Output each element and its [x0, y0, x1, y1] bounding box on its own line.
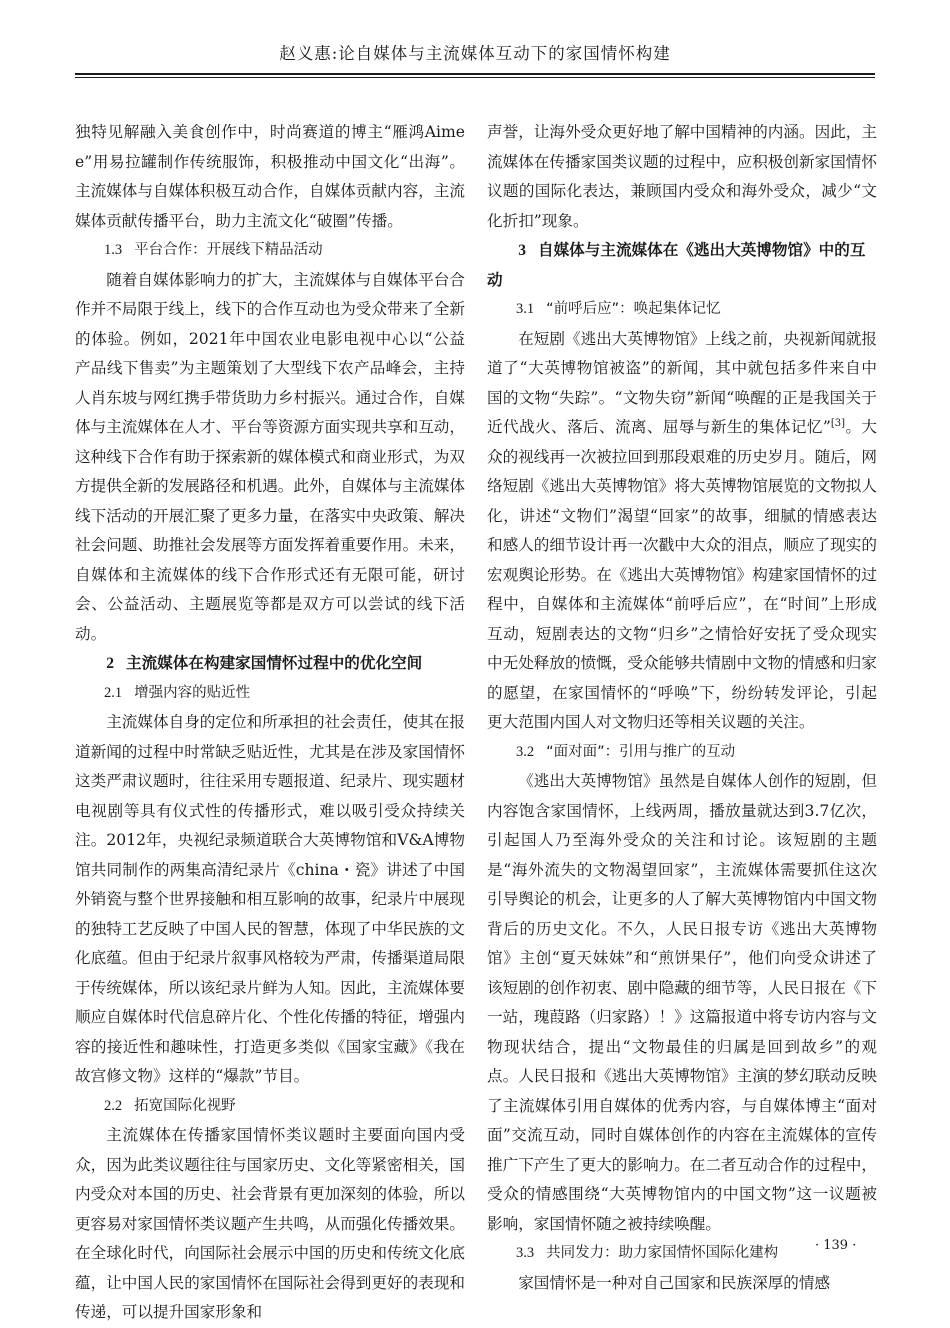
citation-reference: [3] — [830, 417, 845, 429]
section-heading-3-1 — [487, 295, 877, 325]
paragraph: 《逃出大英博物馆》虽然是自媒体人创作的短剧，但内容饱含家国情怀，上线两周，播放量就达到3.7亿次，引起国人乃至海外受众的关注和讨论。该短剧的主题是“海外流失的文物渴望回家”，主流媒体需要抓住这次引导舆论的机会，让更多的人了解大英博物馆内中国文物背后的历史文化。不久，人民日报专访《逃出大英博物馆》主创“夏天妹妹”和“煎饼果仔”，他们向受众讲述了该短剧的创作初衷、剧中隐藏的细节等，人民日报在《下一站，瑰葭路（归家路）！》这篇报道中将专访内容与文物现状结合，提出“文物最佳的归属是回到故乡”的观点。人民日报和《逃出大英博物馆》主演的梦幻联动反映了主流媒体引用自媒体的优秀内容，与自媒体博主“面对面”交流互动，同时自媒体创作的内容在主流媒体的宣传推广下产生了更大的影响力。在二者互动合作的过程中，受众的情感围绕“大英博物馆内的中国文物”这一议题被影响，家国情怀随之被持续唤醒。 — [487, 772, 877, 1233]
section-heading-3 — [487, 236, 877, 295]
section-title: 平台合作：开展线下精品活动 — [134, 242, 323, 258]
section-number: 2.1 — [104, 684, 123, 701]
section-number: 3.1 — [516, 301, 535, 317]
paragraph-continued: 独特见解融入美食创作中，时尚赛道的博主“雁鸿Aimee”用易拉罐制作传统服饰，积极推动中国文化“出海”。主流媒体与自媒体积极互动合作，自媒体贡献内容，主流媒体贡献传播平台，助力主流文化“破圈”传播。 — [75, 123, 465, 230]
header-rule — [75, 73, 875, 75]
right-column — [487, 118, 877, 1298]
section-title: “前呼后应”：唤起集体记忆 — [546, 301, 721, 317]
paragraph — [487, 325, 877, 738]
section-number: 3.2 — [516, 743, 535, 760]
section-heading-3-2 — [487, 738, 877, 768]
paragraph-text: 在短剧《逃出大英博物馆》上线之前，央视新闻就报道了“大英博物馆被盗”的新闻，其中就包括多件来自中国的文物“失踪”。“文物失窃”新闻“唤醒的正是我国关于近代战火、落后、流离、屈辱与新生的集体记忆” — [487, 329, 877, 436]
page-number: · 139 · — [815, 1238, 857, 1253]
paragraph-continued: 声誉，让海外受众更好地了解中国精神的内涵。因此，主流媒体在传播家国类议题的过程中，应积极创新家国情怀议题的国际化表达，兼顾国内受众和海外受众，减少“文化折扣”现象。 — [487, 123, 877, 230]
left-column — [75, 118, 465, 1328]
section-number: 2 — [106, 655, 114, 672]
section-title: 自媒体与主流媒体在《逃出大英博物馆》中的互动 — [487, 241, 866, 289]
section-heading-1-3 — [75, 236, 465, 266]
paragraph-text: 。大众的视线再一次被拉回到那段艰难的历史岁月。随后，网络短剧《逃出大英博物馆》将大英博物馆展览的文物拟人化，讲述“文物们”渴望“回家”的故事，细腻的情感表达和感人的细节设计再一次戳中大众的泪点，顺应了现实的宏观舆论形势。在《逃出大英博物馆》构建家国情怀的过程中，自媒体和主流媒体“前呼后应”，在“时间”上形成互动，短剧表达的文物“归乡”之情恰好安抚了受众现实中无处释放的愤慨，受众能够共情剧中文物的情感和归家的愿望，在家国情怀的“呼唤”下，纷纷转发评论，引起更大范围内国人对文物归还等相关议题的关注。 — [487, 418, 877, 731]
paragraph: 随着自媒体影响力的扩大，主流媒体与自媒体平台合作并不局限于线上，线下的合作互动也为受众带来了全新的体验。例如，2021年中国农业电影电视中心以“公益产品线下售卖”为主题策划了大型线下农产品峰会，主持人肖东坡与网红携手带货助力乡村振兴。通过合作，自媒体与主流媒体在人才、平台等资源方面实现共享和互动，这种线下合作有助于探索新的媒体模式和商业形式，为双方提供全新的发展路径和机遇。此外，自媒体与主流媒体线下活动的开展汇聚了更多力量，在落实中央政策、解决社会问题、助推社会发展等方面发挥着重要作用。未来，自媒体和主流媒体的线下合作形式还有无限可能，研讨会、公益活动、主题展览等都是双方可以尝试的线下活动。 — [75, 270, 465, 643]
paragraph: 家国情怀是一种对自己国家和民族深厚的情感 — [518, 1273, 831, 1292]
section-number: 1.3 — [104, 242, 123, 258]
section-number: 2.2 — [104, 1097, 123, 1114]
section-number: 3 — [518, 242, 526, 259]
paragraph: 主流媒体自身的定位和所承担的社会责任，使其在报道新闻的过程中时常缺乏贴近性，尤其是在涉及家国情怀这类严肃议题时，往往采用专题报道、纪录片、现实题材电视剧等具有仪式性的传播形式，难以吸引受众持续关注。2012年，央视纪录频道联合大英博物馆和V&A博物馆共同制作的两集高清纪录片《china・瓷》讲述了中国外销瓷与整个世界接触和相互影响的故事，纪录片中展现的独特工艺反映了中国人民的智慧，体现了中华民族的文化底蕴。但由于纪录片叙事风格较为严肃，传播渠道局限于传统媒体，所以该纪录片鲜为人知。因此，主流媒体要顺应自媒体时代信息碎片化、个性化传播的特征，增强内容的接近性和趣味性，打造更多类似《国家宝藏》《我在故宫修文物》这样的“爆款”节目。 — [75, 713, 465, 1085]
section-heading-2-2 — [75, 1092, 465, 1122]
section-number: 3.3 — [516, 1245, 535, 1261]
running-header-title: 赵义惠:论自媒体与主流媒体互动下的家国情怀构建 — [279, 44, 671, 63]
section-title: 增强内容的贴近性 — [134, 684, 251, 701]
section-title: 主流媒体在构建家国情怀过程中的优化空间 — [125, 654, 423, 672]
section-title: 拓宽国际化视野 — [134, 1097, 236, 1114]
header-rule-thin — [75, 77, 875, 78]
section-heading-2-1 — [75, 679, 465, 709]
paragraph: 主流媒体在传播家国情怀类议题时主要面向国内受众，因为此类议题往往与国家历史、文化等紧密相关，国内受众对本国的历史、社会背景有更加深刻的体验，所以更容易对家国情怀类议题产生共鸣，从而强化传播效果。在全球化时代，向国际社会展示中国的历史和传统文化底蕴，让中国人民的家国情怀在国际社会得到更好的表现和传递，可以提升国家形象和 — [75, 1126, 465, 1321]
section-heading-2 — [75, 649, 465, 679]
section-title: 共同发力：助力家国情怀国际化建构 — [546, 1245, 779, 1261]
section-title: “面对面”：引用与推广的互动 — [546, 743, 736, 760]
